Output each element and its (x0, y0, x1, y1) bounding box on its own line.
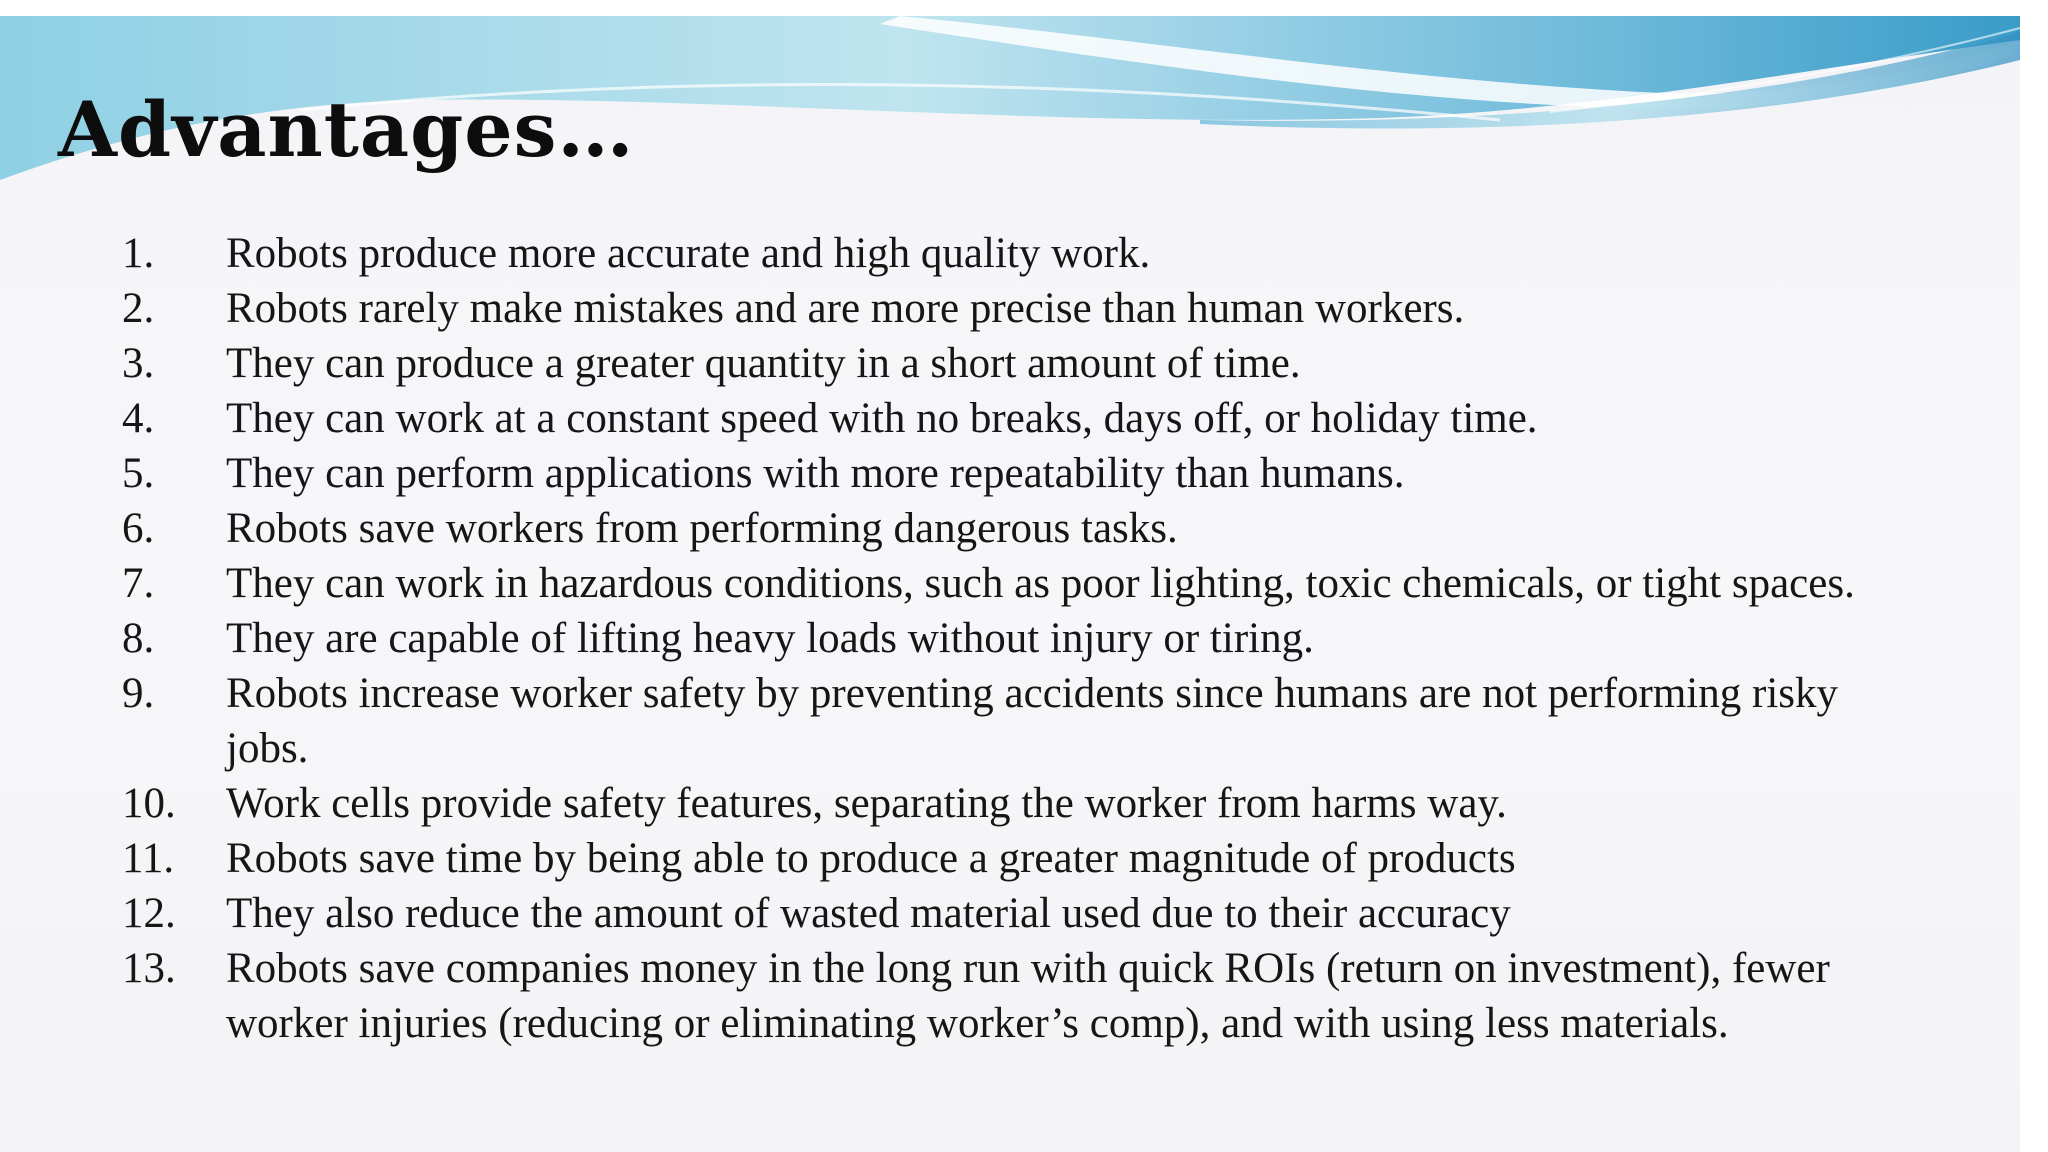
list-item-text: They are capable of lifting heavy loads without injury or tiring. (226, 615, 1314, 662)
list-item-number: 7. (122, 560, 155, 607)
list-item-number: 4. (122, 395, 155, 442)
list-item (122, 831, 1922, 886)
list-item-number: 8. (122, 615, 155, 662)
list-item-text: Robots save workers from performing dangerous tasks. (226, 505, 1178, 552)
list-item-text: They can work at a constant speed with no breaks, days off, or holiday time. (226, 395, 1538, 442)
advantages-list (122, 226, 1922, 1051)
slide-title: Advantages… (58, 85, 635, 174)
list-item (122, 886, 1922, 941)
list-item (122, 336, 1922, 391)
list-item-text: They can produce a greater quantity in a short amount of time. (226, 340, 1301, 387)
list-item-text: Work cells provide safety features, separating the worker from harms way. (226, 780, 1507, 827)
list-item-text: They can perform applications with more repeatability than humans. (226, 450, 1405, 497)
list-item-number: 12. (122, 890, 176, 937)
list-item-text: Robots save companies money in the long run with quick ROIs (return on investment), fewer worker injuries (reducing or eliminating worker’s comp), and with using less materials. (226, 945, 1830, 1047)
list-item-number: 3. (122, 340, 155, 387)
list-item (122, 226, 1922, 281)
list-item (122, 666, 1922, 776)
list-item (122, 556, 1922, 611)
list-item (122, 501, 1922, 556)
list-item-text: They also reduce the amount of wasted material used due to their accuracy (226, 890, 1511, 937)
list-item-number: 11. (122, 835, 175, 882)
list-item (122, 941, 1922, 1051)
list-item (122, 391, 1922, 446)
list-item (122, 776, 1922, 831)
list-item-text: Robots increase worker safety by preventing accidents since humans are not performing risky jobs. (226, 670, 1838, 772)
list-item-number: 1. (122, 230, 155, 277)
list-item-number: 13. (122, 945, 176, 992)
list-item (122, 611, 1922, 666)
list-item-text: Robots produce more accurate and high quality work. (226, 230, 1151, 277)
list-item-text: They can work in hazardous conditions, such as poor lighting, toxic chemicals, or tight spaces. (226, 560, 1855, 607)
list-item-number: 2. (122, 285, 155, 332)
list-item-number: 6. (122, 505, 155, 552)
list-item (122, 446, 1922, 501)
slide-right-border (2020, 0, 2048, 1152)
list-item-text: Robots save time by being able to produce a greater magnitude of products (226, 835, 1516, 882)
list-item (122, 281, 1922, 336)
list-item-text: Robots rarely make mistakes and are more precise than human workers. (226, 285, 1465, 332)
list-item-number: 5. (122, 450, 155, 497)
list-item-number: 9. (122, 670, 155, 717)
list-item-number: 10. (122, 780, 176, 827)
